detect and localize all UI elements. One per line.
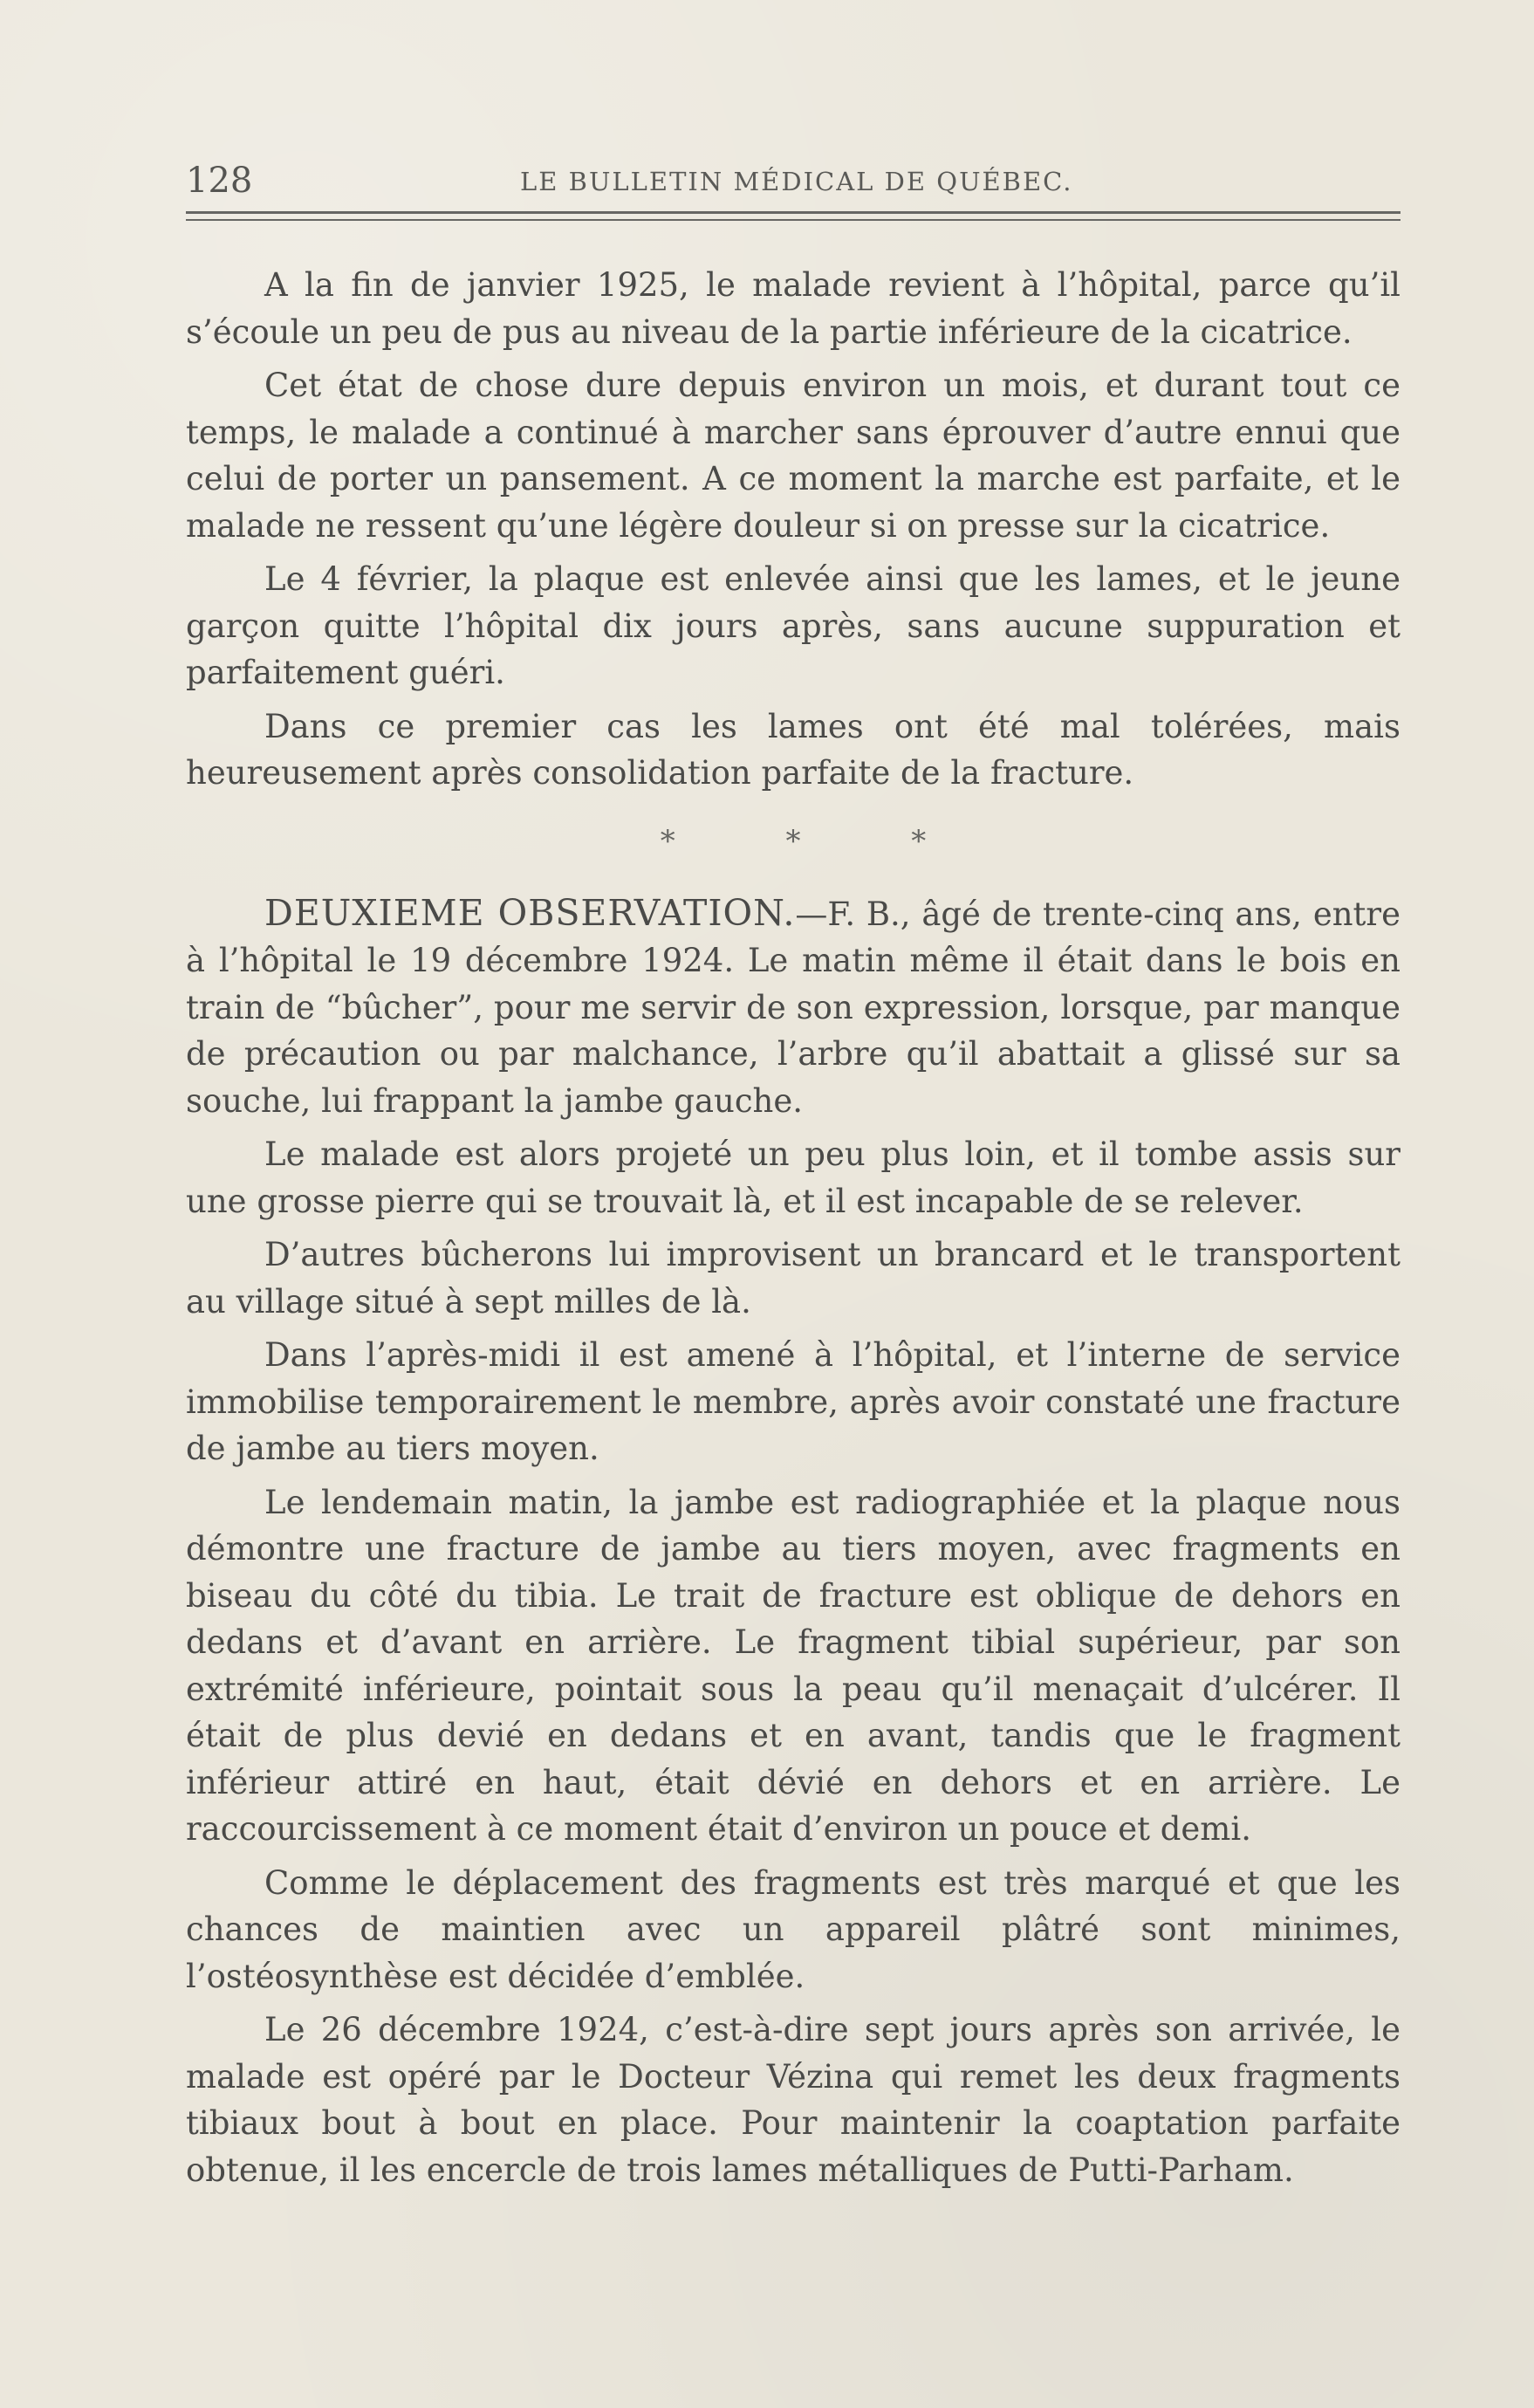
- paragraph-one-month-course: Cet état de chose dure depuis environ un mois, et durant tout ce temps, le malade a continué à marcher sans éprouver d’autre ennui que celui de porter un pansement. A ce moment la marche est parfaite, et le malade ne ressent qu’une légère douleur si on presse sur la cicatrice.: [186, 367, 1400, 545]
- paragraph-transport: D’autres bûcherons lui improvisent un brancard et le transportent au village situé à sept milles de là.: [186, 1236, 1400, 1321]
- paragraph-projected-fall: Le malade est alors projeté un peu plus loin, et il tombe assis sur une grosse pierre qui se trouvait là, et il est incapable de se relever.: [186, 1135, 1400, 1220]
- paragraph-return-to-hospital: A la fin de janvier 1925, le malade revient à l’hôpital, parce qu’il s’écoule un peu de pus au niveau de la partie inférieure de la cicatrice.: [186, 266, 1400, 351]
- second-observation-intro: —F. B., âgé de trente-cinq ans, entre à l’hôpital le 19 décembre 1924. Le matin même il était dans le bois en train de “bûcher”, pour me servir de son expression, lorsque, par manque de précaution ou par malchance, l’arbre qu’il abattait a glissé sur sa souche, lui frappant la jambe gauche.: [186, 895, 1401, 1120]
- paragraph-osteosynthesis-decision: Comme le déplacement des fragments est très marqué et que les chances de maintien avec un appareil plâtré sont minimes, l’ostéosynthèse est décidée d’emblée.: [186, 1863, 1400, 1995]
- second-observation-opening: [186, 890, 1400, 1125]
- paragraph-radiography: Le lendemain matin, la jambe est radiographiée et la plaque nous démontre une fracture de jambe au tiers moyen, avec fragments en biseau du côté du tibia. Le trait de fracture est oblique de dehors en dedans et d’avant en arrière. Le fragment tibial supérieur, par son extrémité inférieure, pointait sous la peau qu’il menaçait d’ulcérer. Il était de plus devié en dedans et en avant, tandis que le fragment inférieur attiré en haut, était dévié en dehors et en arrière. Le raccourcissement à ce moment était d’environ un pouce et demi.: [186, 1483, 1400, 1848]
- page-number: 128: [186, 161, 253, 201]
- header-rule-bottom: [186, 219, 1400, 221]
- header-rule-top: [186, 211, 1400, 214]
- page-header: [186, 159, 1400, 202]
- second-observation-heading: DEUXIEME OBSERVATION.: [264, 891, 796, 934]
- section-separator: * * *: [660, 823, 977, 859]
- paragraph-operation: Le 26 décembre 1924, c’est-à-dire sept jours après son arrivée, le malade est opéré par le Docteur Vézina qui remet les deux fragments tibiaux bout à bout en place. Pour maintenir la coaptation parfaite obtenue, il les encercle de trois lames métalliques de Putti-Parham.: [186, 2011, 1400, 2189]
- paragraph-first-case-summary: Dans ce premier cas les lames ont été mal tolérées, mais heureusement après consolidation parfaite de la fracture.: [186, 707, 1400, 792]
- paragraph-immobilization: Dans l’après-midi il est amené à l’hôpital, et l’interne de service immobilise temporairement le membre, après avoir constaté une fracture de jambe au tiers moyen.: [186, 1336, 1400, 1467]
- paragraph-plate-removed: Le 4 février, la plaque est enlevée ainsi que les lames, et le jeune garçon quitte l’hôpital dix jours après, sans aucune suppuration et parfaitement guéri.: [186, 560, 1400, 691]
- article-body: [186, 262, 1400, 2200]
- running-title: LE BULLETIN MÉDICAL DE QUÉBEC.: [520, 167, 1073, 196]
